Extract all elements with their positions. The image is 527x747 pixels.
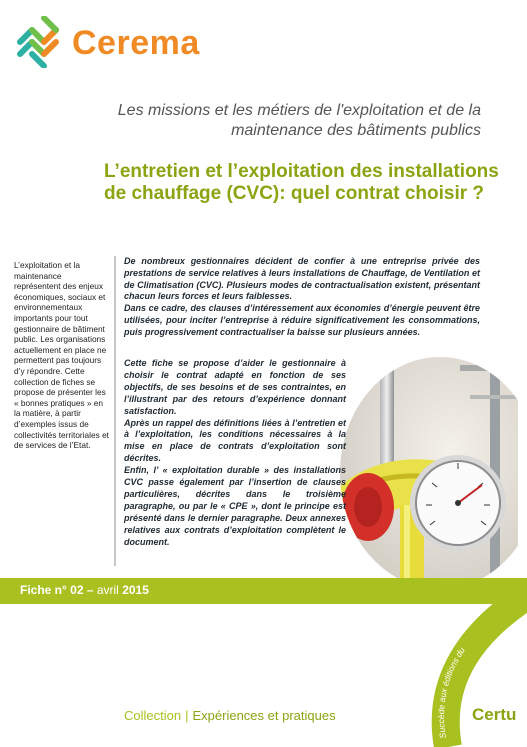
- fiche-year: 2015: [122, 583, 149, 597]
- body-paragraph: Après un rappel des définitions liées à l’entretien et à l’exploitation, les conditions nécessaires à la mise en place de contrats d’exploitation sont décrites.: [124, 417, 346, 464]
- intro-paragraph: De nombreux gestionnaires décident de confier à une entreprise privée des prestations de service relatives à leurs installations de Chauffage, de Ventilation et de Climatisation (CVC). Plusieurs modes de contractualisation existent, présentant chacun leurs forces et leurs faiblesses.: [124, 256, 480, 302]
- collection-separator: |: [185, 708, 189, 723]
- collection-name: Expériences et pratiques: [192, 708, 336, 723]
- sidebar-divider: [114, 256, 116, 566]
- pressure-gauge-photo: [340, 355, 518, 587]
- fiche-label: [20, 582, 149, 598]
- page-title: L’entretien et l’exploitation des installations de chauffage (CVC): quel contrat choisir ?: [104, 161, 499, 204]
- collection-line: [124, 707, 336, 725]
- cerema-logo-icon: [14, 16, 66, 68]
- cerema-logo: [14, 16, 264, 68]
- intro-text: [124, 256, 480, 339]
- collection-label: Collection: [124, 708, 182, 723]
- intro-paragraph: Dans ce cadre, des clauses d’intéressement aux économies d’énergie peuvent être utilisées, pour inciter l’entreprise à réduire significativement les consommations, puis progressivement contractualiser la baisse sur plusieurs années.: [124, 303, 480, 337]
- body-paragraph: Enfin, l’ « exploitation durable » des installations CVC passe également par l’insertion de clauses particulières, décrites dans le troisième paragraphe, ou par le « CPE », dont le principe est présenté dans le dernier paragraphe. Deux annexes relatives aux contrats d’exploitation complètent le document.: [124, 465, 346, 547]
- fiche-number: Fiche n° 02 –: [20, 583, 94, 597]
- body-text: [124, 358, 346, 549]
- fiche-month: avril: [96, 583, 119, 597]
- arc-text-path: Succède aux éditions du: [436, 645, 467, 740]
- body-paragraph: Cette fiche se propose d’aider le gestionnaire à choisir le contrat adapté en fonction de ses objectifs, de ses besoins et de ses contraintes, en l’illustrant par des retours d’expérience donnant satisfaction.: [124, 358, 346, 416]
- brand-name: Cerema: [72, 24, 200, 62]
- certu-logo: Certu: [472, 705, 517, 724]
- series-subtitle: Les missions et les métiers de l'exploitation et de la maintenance des bâtiments publics: [117, 102, 481, 139]
- sidebar-text: L’exploitation et la maintenance représentent des enjeux économiques, sociaux et environnementaux importants pour tout gestionnaire de bâtiment public. Les organisations actuellement en place ne permettent pas toujours d’y répondre. Cette collection de fiches se propose de présenter les « bonnes pratiques » en la matière, à partir d’exemples issus de collectivités territoriales et de services de l’Etat.: [14, 260, 109, 451]
